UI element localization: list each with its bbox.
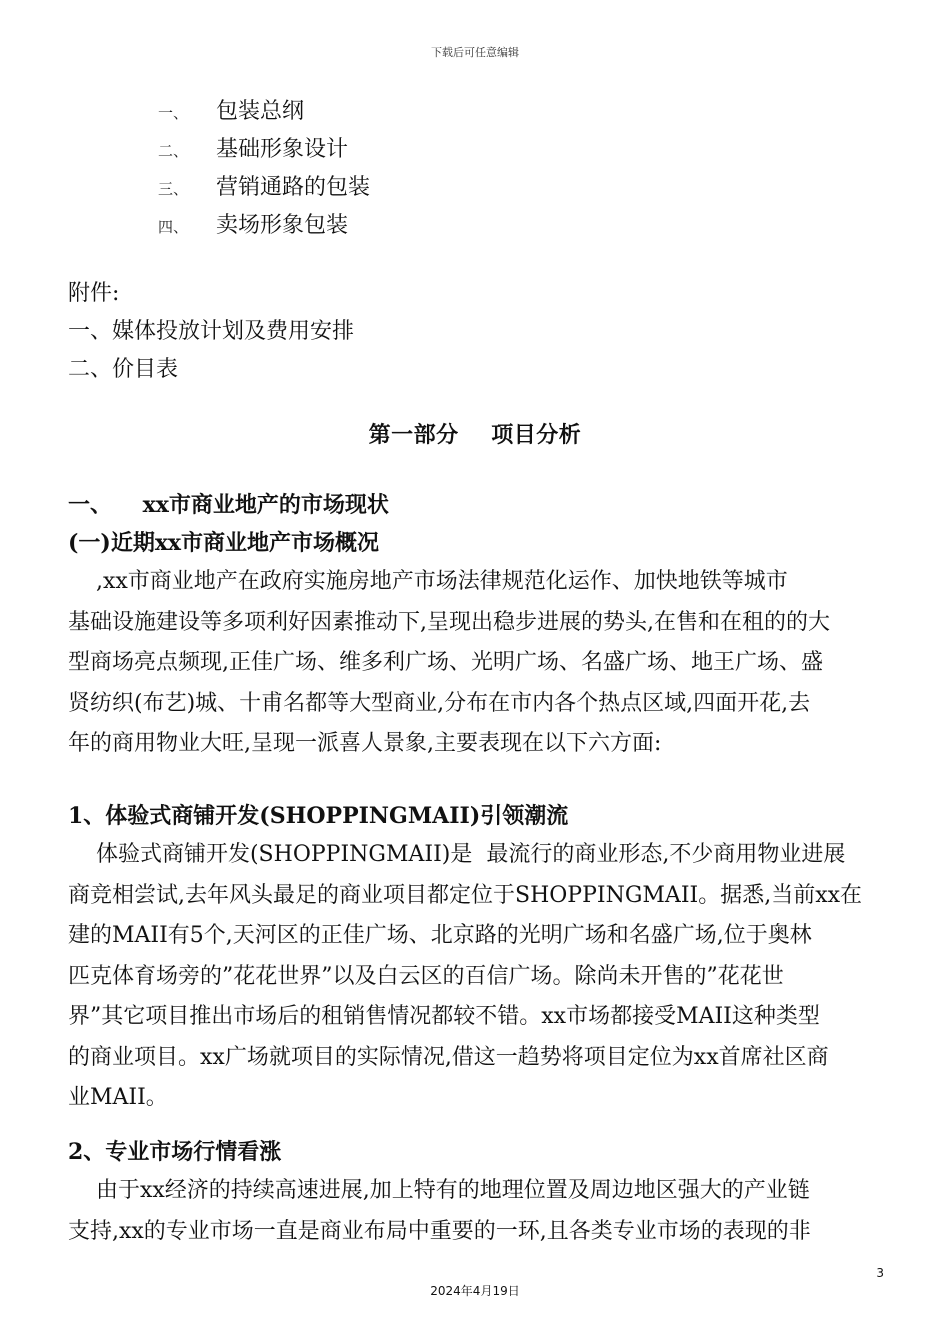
paragraph-line: 体验式商铺开发(SHOPPINGMAII)是 最流行的商业形态,不少商用物业进展 — [68, 842, 846, 867]
paragraph-line: 支持,xx的专业市场一直是商业布局中重要的一环,且各类专业市场的表现的非 — [68, 1218, 811, 1244]
paragraph-line: 的商业项目。xx广场就项目的实际情况,借这一趋势将项目定位为xx首席社区商 — [68, 1044, 829, 1070]
page-number: 3 — [876, 1266, 884, 1280]
paragraph-line: 界”其它项目推出市场后的租销售情况都较不错。xx市场都接受MAII这种类型 — [68, 1004, 820, 1029]
paragraph-line: 基础设施建设等多项利好因素推动下,呈现出稳步进展的势头,在售和在租的的大 — [68, 609, 830, 635]
toc-item-label: 包装总纲 — [216, 99, 305, 124]
paragraph-line: ,xx市商业地产在政府实施房地产市场法律规范化运作、加快地铁等城市 — [68, 569, 788, 594]
appendix-item: 二、价目表 — [68, 357, 179, 382]
sub-heading: (一)近期xx市商业地产市场概况 — [68, 530, 380, 556]
point-paragraph — [68, 1171, 888, 1252]
point-paragraph — [68, 835, 888, 1119]
appendix — [68, 275, 888, 389]
toc-item-label: 营销通路的包装 — [216, 175, 371, 200]
toc-item — [158, 135, 370, 173]
section-paragraph — [68, 562, 888, 765]
table-of-contents — [158, 97, 370, 249]
point-heading: 2、专业市场行情看涨 — [68, 1139, 282, 1165]
section-heading: 一、 xx市商业地产的市场现状 — [68, 492, 389, 518]
appendix-title: 附件: — [68, 281, 120, 306]
page-header-note: 下载后可任意编辑 — [431, 46, 519, 59]
paragraph-line: 由于xx经济的持续高速进展,加上特有的地理位置及周边地区强大的产业链 — [68, 1178, 810, 1203]
paragraph-line: 贤纺织(布艺)城、十甫名都等大型商业,分布在市内各个热点区域,四面开花,去 — [68, 690, 811, 716]
point-heading: 1、体验式商铺开发(SHOPPINGMAII)引领潮流 — [68, 803, 569, 829]
toc-item-number: 二、 — [158, 142, 189, 160]
paragraph-line: 年的商用物业大旺,呈现一派喜人景象,主要表现在以下六方面: — [68, 731, 662, 756]
toc-item-label: 基础形象设计 — [216, 137, 349, 162]
paragraph-line: 匹克体育场旁的”花花世界”以及白云区的百信广场。除尚未开售的”花花世 — [68, 963, 784, 989]
point-2 — [68, 1133, 888, 1252]
paragraph-line: 建的MAII有5个,天河区的正佳广场、北京路的光明广场和名盛广场,位于奥林 — [68, 923, 812, 948]
section-1 — [68, 486, 888, 765]
paragraph-line: 商竞相尝试,去年风头最足的商业项目都定位于SHOPPINGMAII。据悉,当前xx在 — [68, 882, 863, 908]
point-1 — [68, 797, 888, 1119]
toc-item-number: 一、 — [158, 104, 189, 122]
toc-item — [158, 211, 370, 249]
paragraph-line: 业MAII。 — [68, 1085, 168, 1110]
toc-item-label: 卖场形象包装 — [216, 213, 349, 238]
paragraph-line: 型商场亮点频现,正佳广场、维多利广场、光明广场、名盛广场、地王广场、盛 — [68, 650, 823, 675]
footer-date: 2024年4月19日 — [430, 1284, 520, 1298]
part-title: 第一部分 项目分析 — [368, 422, 582, 448]
appendix-item: 一、媒体投放计划及费用安排 — [68, 319, 355, 344]
toc-item-number: 四、 — [158, 218, 189, 236]
toc-item — [158, 97, 370, 135]
toc-item-number: 三、 — [158, 180, 189, 198]
toc-item — [158, 173, 370, 211]
